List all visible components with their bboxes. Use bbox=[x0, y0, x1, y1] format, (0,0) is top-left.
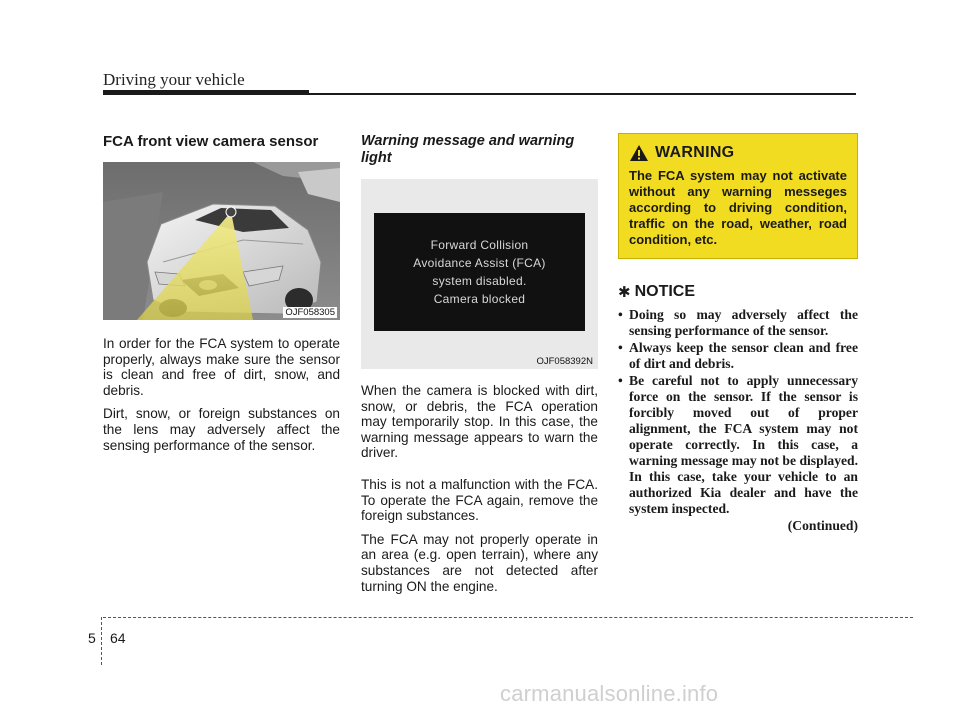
display-line: Camera blocked bbox=[433, 292, 526, 306]
paragraph: When the camera is blocked with dirt, snow, or debris, the FCA operation may temporarily stop. In this case, the warning message appears to warn the driver. bbox=[361, 383, 598, 461]
list-item: • Doing so may adversely affect the sensing performance of the sensor. bbox=[618, 307, 858, 339]
paragraph: In order for the FCA system to operate properly, always make sure the sensor is clean and free of dirt, snow, and debris. bbox=[103, 336, 340, 398]
display-line: system disabled. bbox=[432, 274, 527, 288]
display-line: Forward Collision bbox=[430, 238, 529, 252]
warning-header bbox=[629, 144, 847, 162]
list-item: • Be careful not to apply unnecessary force on the sensor. If the sensor is forcibly moved out of proper alignment, the FCA system may not operate correctly. In this case, a warning message may not be displayed. In this case, take your vehicle to an authorized Kia dealer and have the system inspected. bbox=[618, 373, 858, 517]
section-heading: FCA front view camera sensor bbox=[103, 133, 319, 150]
paragraph: Dirt, snow, or foreign substances on the lens may adversely affect the sensing performance of the sensor. bbox=[103, 406, 340, 453]
section-number: 5 bbox=[88, 630, 96, 646]
paragraph: The FCA may not properly operate in an area (e.g. open terrain), where any substances are not detected after turning ON the engine. bbox=[361, 531, 598, 594]
notice-heading bbox=[618, 283, 858, 301]
warning-triangle-icon bbox=[629, 144, 649, 162]
figure-code: OJF058392N bbox=[536, 356, 593, 367]
notice-title: NOTICE bbox=[634, 283, 696, 300]
middle-column bbox=[361, 133, 598, 602]
notice-list bbox=[618, 307, 858, 517]
header-title: Driving your vehicle bbox=[103, 70, 245, 89]
section-heading: Warning message and warning light bbox=[361, 133, 575, 166]
cluster-message-figure bbox=[361, 179, 598, 369]
page-number: 64 bbox=[110, 630, 126, 646]
warning-text: The FCA system may not activate without any warning messeges according to driving condition, traffic on the road, weather, road condition, etc. bbox=[629, 168, 847, 247]
warning-title: WARNING bbox=[655, 144, 735, 161]
footer-rule bbox=[103, 617, 913, 618]
right-column bbox=[618, 133, 858, 534]
cluster-display bbox=[374, 213, 585, 331]
figure-code: OJF058305 bbox=[285, 307, 335, 318]
warning-box bbox=[618, 133, 858, 259]
header-rule-thin bbox=[309, 93, 856, 95]
list-item: • Always keep the sensor clean and free of dirt and debris. bbox=[618, 340, 858, 372]
header-rule bbox=[103, 90, 309, 95]
display-line: Avoidance Assist (FCA) bbox=[413, 256, 546, 270]
car-icon bbox=[103, 162, 340, 320]
notice-star-icon: ✱ bbox=[618, 284, 631, 301]
continued-note: (Continued) bbox=[787, 518, 858, 533]
car-camera-illustration bbox=[103, 162, 340, 320]
footer-divider bbox=[101, 617, 102, 665]
left-column bbox=[103, 133, 340, 461]
paragraph: This is not a malfunction with the FCA. To operate the FCA again, remove the foreign substances. bbox=[361, 476, 598, 524]
watermark: carmanualsonline.info bbox=[500, 681, 719, 706]
